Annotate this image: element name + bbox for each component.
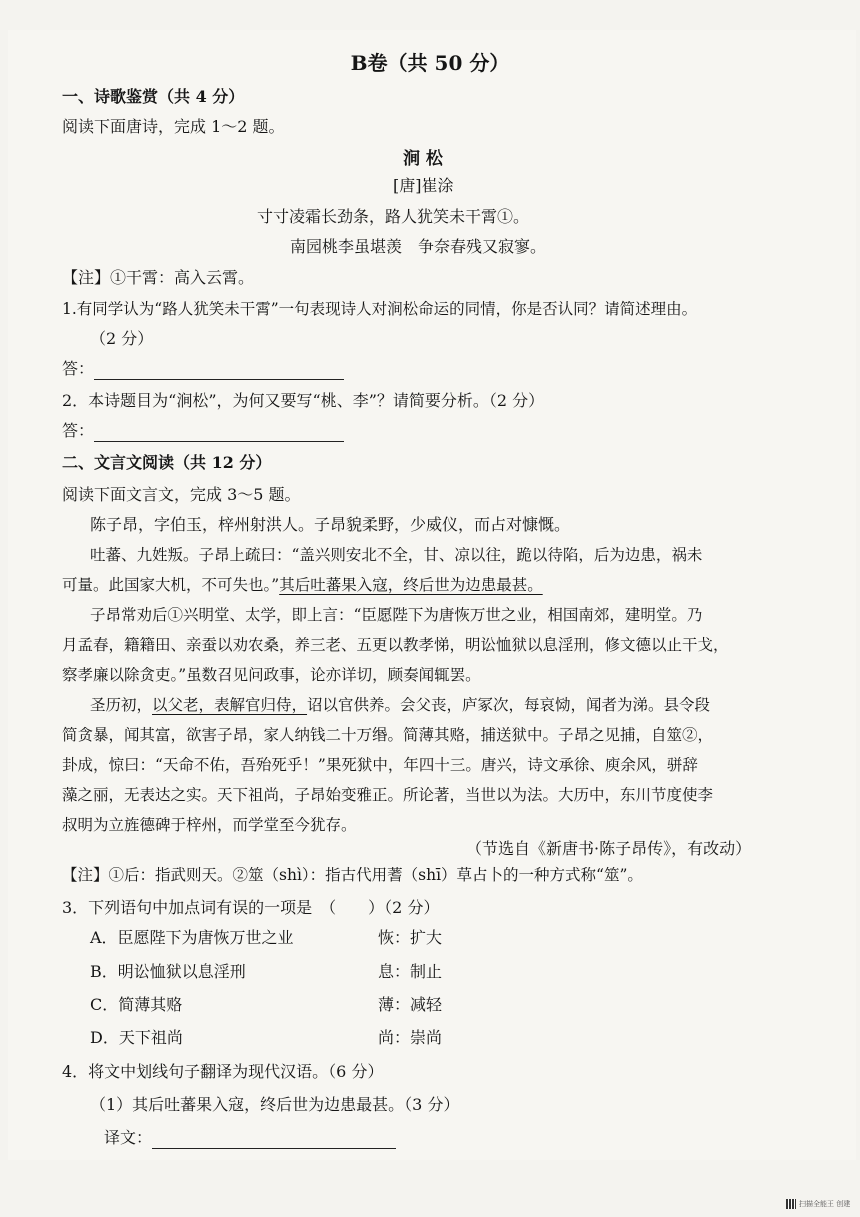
qr-icon [786,1199,796,1209]
poem-line-2: 南园桃李虽堪羡 争奈春残又寂寥。 [290,237,547,256]
translation-row [104,1127,396,1149]
answer-1-label: 答： [62,359,95,378]
answer-2-row [62,420,344,442]
poem-line-1: 寸寸凌霜长劲条，路人犹笑未干霄①。 [257,207,530,226]
passage-para-2a: 吐蕃、九姓叛。子昂上疏曰：“盖兴则安北不全，甘、凉以往，跪以待陷，后为边患，祸未 [90,546,703,564]
passage-para-4c: 卦成，惊曰：“天命不佑，吾殆死乎！”果死狱中，年四十三。唐兴，诗文承徐、庾余风，骈辞 [62,756,698,774]
question-4-1: （1）其后吐蕃果入寇，终后世为边患最甚。（3 分） [90,1095,460,1114]
q3-option-a[interactable]: A．臣愿陛下为唐恢万世之业 [90,928,294,947]
passage-para-3b: 月孟春，籍籍田、亲蚕以劝农桑，养三老、五更以教孝悌，明讼恤狱以息淫刑，修文德以止干戈， [62,636,729,654]
section2-heading: 二、文言文阅读（共 12 分） [62,453,272,472]
translation-label: 译文： [104,1128,153,1147]
section1-intro: 阅读下面唐诗，完成 1～2 题。 [62,117,285,136]
question-3: 3．下列语句中加点词有误的一项是 （ ）（2 分） [62,898,440,917]
answer-1-row [62,358,344,380]
q3-option-c[interactable]: C．简薄其赂 [90,995,183,1014]
page-title: B卷（共 50 分） [350,51,510,75]
passage-para-2b [62,574,543,596]
answer-1-blank[interactable] [94,361,344,380]
q3-option-c-gloss: 薄：减轻 [378,995,443,1014]
poem-title: 涧 松 [403,149,443,169]
answer-2-label: 答： [62,421,95,440]
passage-para-1: 陈子昂，字伯玉，梓州射洪人。子昂貌柔野，少威仪，而占对慷慨。 [90,515,571,534]
poem-note: 【注】①干霄：高入云霄。 [62,268,255,287]
question-4: 4．将文中划线句子翻译为现代汉语。（6 分） [62,1062,384,1081]
q3-option-d-gloss: 尚：崇尚 [378,1028,443,1047]
poem-author: [唐]崔涂 [393,176,454,195]
question-1: 1.有同学认为“路人犹笑未干霄”一句表现诗人对涧松命运的同情，你是否认同？请简述理由。 [62,300,698,318]
underlined-sentence-1: 其后吐蕃果入寇，终后世为边患最甚。 [279,576,543,594]
q3-option-d[interactable]: D．天下祖尚 [90,1028,183,1047]
passage-para-3c: 察孝廉以除贪吏。”虽数召见问政事，论亦详切，顾奏闻辄罢。 [62,666,481,684]
scanner-label: 扫描全能王 创建 [799,1200,851,1208]
passage-para-4d: 藻之丽，无表达之实。天下祖尚，子昂始变雅正。所论著，当世以为法。大历中，东川节度使李 [62,786,714,804]
passage-para-4a [90,694,710,716]
question-2: 2．本诗题目为“涧松”，为何又要写“桃、李”？请简要分析。（2 分） [62,391,545,410]
question-1-score: （2 分） [90,329,154,348]
answer-2-blank[interactable] [94,423,344,442]
passage-para-3a: 子昂常劝后①兴明堂、太学，即上言：“臣愿陛下为唐恢万世之业，相国南郊，建明堂。乃 [90,606,703,624]
passage-para-2b-text: 可量。此国家大机，不可失也。” [62,576,280,594]
passage-para-4b: 简贪暴，闻其富，欲害子昂，家人纳钱二十万缗。简薄其赂，捕送狱中。子昂之见捕，自筮②， [62,726,714,744]
section2-intro: 阅读下面文言文，完成 3～5 题。 [62,485,301,504]
passage-para-4a-text1: 圣历初， [90,696,153,714]
underlined-sentence-2: 以父老，表解官归侍， [152,696,308,714]
scanner-watermark [786,1198,852,1210]
q3-option-a-gloss: 恢：扩大 [378,928,443,947]
translation-blank[interactable] [152,1130,396,1149]
passage-para-4e: 叔明为立旌德碑于梓州，而学堂至今犹存。 [62,816,357,834]
passage-para-4a-text2: 诏以官供养。会父丧，庐冢次，每哀恸，闻者为涕。县令段 [307,696,711,714]
q3-option-b-gloss: 息：制止 [378,962,443,981]
q3-option-b[interactable]: B．明讼恤狱以息淫刑 [90,962,246,981]
passage-note: 【注】①后：指武则天。②筮（shì）：指古代用蓍（shī）草占卜的一种方式称“筮”。 [62,866,643,884]
section1-heading: 一、诗歌鉴赏（共 4 分） [62,87,245,106]
passage-source: （节选自《新唐书·陈子昂传》，有改动） [466,839,752,858]
